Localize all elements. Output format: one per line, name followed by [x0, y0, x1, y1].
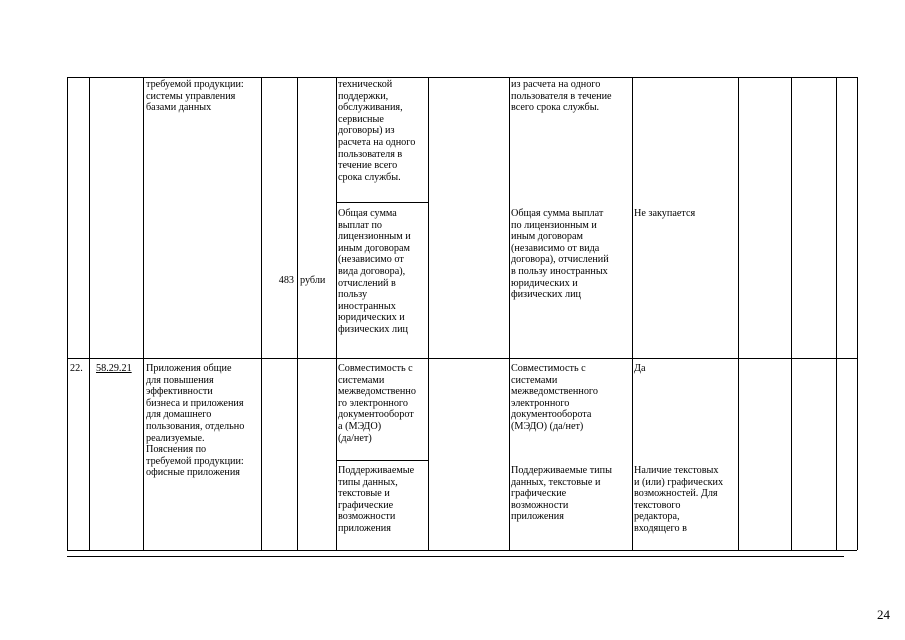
- col-border: [428, 77, 429, 550]
- row22-extra2-cell: Наличие текстовых и (или) графических возможностей. Для текстового редактора, входящего в: [634, 465, 724, 534]
- row-prev-char1-cell: технической поддержки, обслуживания, сервисные договоры) из расчета на одного пользователя в течение всего срока службы.: [338, 79, 416, 183]
- row22-val1-cell: Совместимость с системами межведомственного электронного документооборота (МЭДО) (да/нет): [511, 363, 598, 432]
- col-border: [143, 77, 144, 550]
- footnote-separator: [67, 556, 844, 557]
- row22-number: 22.: [70, 363, 83, 374]
- row22-name-cell: Приложения общие для повышения эффективности бизнеса и приложения для домашнего пользования, отдельно реализуемые. Пояснения по требуемой продукции: офисные приложения: [146, 363, 245, 479]
- col-border: [791, 77, 792, 550]
- row22-char1-cell: Совместимость с системами межведомственно го электронного документооборот а (МЭДО) (да/нет): [338, 363, 416, 444]
- col-border: [336, 77, 337, 550]
- col-border: [509, 77, 510, 550]
- sub-row-divider: [336, 460, 428, 461]
- row-prev-extra2-cell: Не закупается: [634, 208, 696, 219]
- col-border: [857, 77, 858, 550]
- row22-extra1-cell: Да: [634, 363, 646, 374]
- table-bottom-border: [67, 550, 857, 551]
- row22-okpd-code: 58.29.21: [96, 363, 132, 374]
- col-border: [261, 77, 262, 550]
- page-number: 24: [877, 607, 890, 622]
- row-prev-val1-cell: из расчета на одного пользователя в течение всего срока службы.: [511, 79, 612, 114]
- col-border: [632, 77, 633, 550]
- row22-val2-cell: Поддерживаемые типы данных, текстовые и графические возможности приложения: [511, 465, 612, 523]
- col-border: [738, 77, 739, 550]
- col-border: [67, 77, 68, 550]
- row-prev-okei-code: 483: [278, 275, 294, 286]
- col-border: [836, 77, 837, 550]
- row-prev-name-cell: требуемой продукции: системы управления базами данных: [146, 79, 244, 114]
- sub-row-divider: [336, 202, 428, 203]
- row-prev-val2-cell: Общая сумма выплат по лицензионным и иным договорам (независимо от вида договора), отчислений в пользу иностранных юридических и физических лиц: [511, 208, 609, 301]
- row-prev-char2-cell: Общая сумма выплат по лицензионным и иным договорам (независимо от вида договора), отчислений в пользу иностранных юридических и физических лиц: [338, 208, 411, 335]
- col-border: [89, 77, 90, 550]
- row22-char2-cell: Поддерживаемые типы данных, текстовые и графические возможности приложения: [338, 465, 415, 534]
- col-border: [297, 77, 298, 550]
- row-prev-unit: рубли: [300, 275, 326, 286]
